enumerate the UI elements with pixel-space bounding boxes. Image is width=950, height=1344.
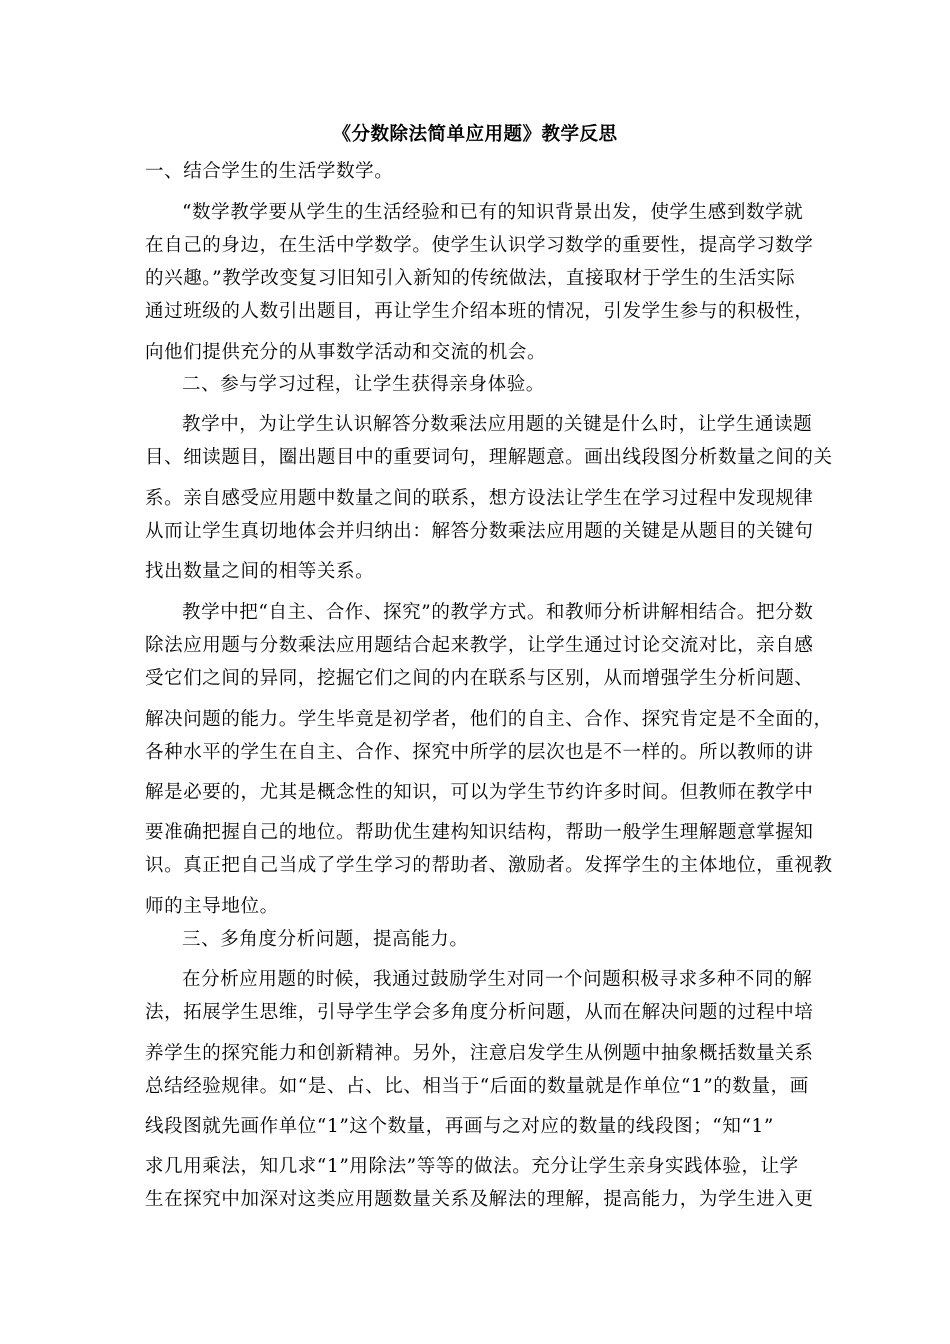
text-line: 解是必要的，尤其是概念性的知识，可以为学生节约许多时间。但教师在教学中 [145,782,814,803]
text-line: 除法应用题与分数乘法应用题结合起来教学，让学生通过讨论交流对比，亲自感 [145,635,814,656]
text-line: 各种水平的学生在自主、合作、探究中所学的层次也是不一样的。所以教师的讲 [145,742,814,763]
text-line: 的兴趣。”教学改变复习旧知引入新知的传统做法，直接取材于学生的生活实际 [145,268,796,289]
text-line: 养学生的探究能力和创新精神。另外，注意启发学生从例题中抽象概括数量关系 [145,1043,814,1064]
text-line: 一、结合学生的生活学数学。 [145,161,394,182]
text-line: 法，拓展学生思维，引导学生学会多角度分析问题，从而在解决问题的过程中培 [145,1002,814,1023]
text-line: “数学教学要从学生的生活经验和已有的知识背景出发，使学生感到数学就 [182,202,804,223]
text-line: 识。真正把自己当成了学生学习的帮助者、激励者。发挥学生的主体地位，重视教 [145,855,833,876]
text-line: 目、细读题目，圈出题目中的重要词句，理解题意。画出线段图分析数量之间的关 [145,447,833,468]
text-line: 师的主导地位。 [145,896,279,917]
text-line: 生在探究中加深对这类应用题数量关系及解法的理解，提高能力，为学生进入更 [145,1189,814,1210]
text-line: 要准确把握自己的地位。帮助优生建构知识结构，帮助一般学生理解题意掌握知 [145,822,814,843]
text-line: 教学中把“自主、合作、探究”的教学方式。和教师分析讲解相结合。把分数 [182,602,814,623]
text-line: 二、参与学习过程，让学生获得亲身体验。 [182,374,545,395]
text-line: 系。亲自感受应用题中数量之间的联系，想方设法让学生在学习过程中发现规律 [145,488,814,509]
text-line: 受它们之间的异同，挖掘它们之间的内在联系与区别，从而增强学生分析问题、 [145,668,814,689]
text-line: 向他们提供充分的从事数学活动和交流的机会。 [145,342,547,363]
text-line: 解决问题的能力。学生毕竟是初学者，他们的自主、合作、探究肯定是不全面的， [145,709,833,730]
text-line: 三、多角度分析问题，提高能力。 [182,929,469,950]
text-line: 线段图就先画作单位“1”这个数量，再画与之对应的数量的线段图；“知“1” [145,1116,774,1137]
text-line: 找出数量之间的相等关系。 [145,561,375,582]
text-line: 在分析应用题的时候，我通过鼓励学生对同一个问题积极寻求多种不同的解 [182,969,813,990]
text-line: 通过班级的人数引出题目，再让学生介绍本班的情况，引发学生参与的积极性， [145,301,814,322]
text-line: 总结经验规律。如“是、占、比、相当于“后面的数量就是作单位“1”的数量，画 [145,1076,809,1097]
document-title: 《分数除法简单应用题》教学反思 [332,124,618,145]
text-line: 求几用乘法，知几求“1”用除法”等等的做法。充分让学生亲身实践体验，让学 [145,1156,799,1177]
text-line: 在自己的身边，在生活中学数学。使学生认识学习数学的重要性，提高学习数学 [145,235,814,256]
text-line: 从而让学生真切地体会并归纳出：解答分数乘法应用题的关键是从题目的关键句 [145,521,814,542]
text-line: 教学中，为让学生认识解答分数乘法应用题的关键是什么时，让学生通读题 [182,414,813,435]
